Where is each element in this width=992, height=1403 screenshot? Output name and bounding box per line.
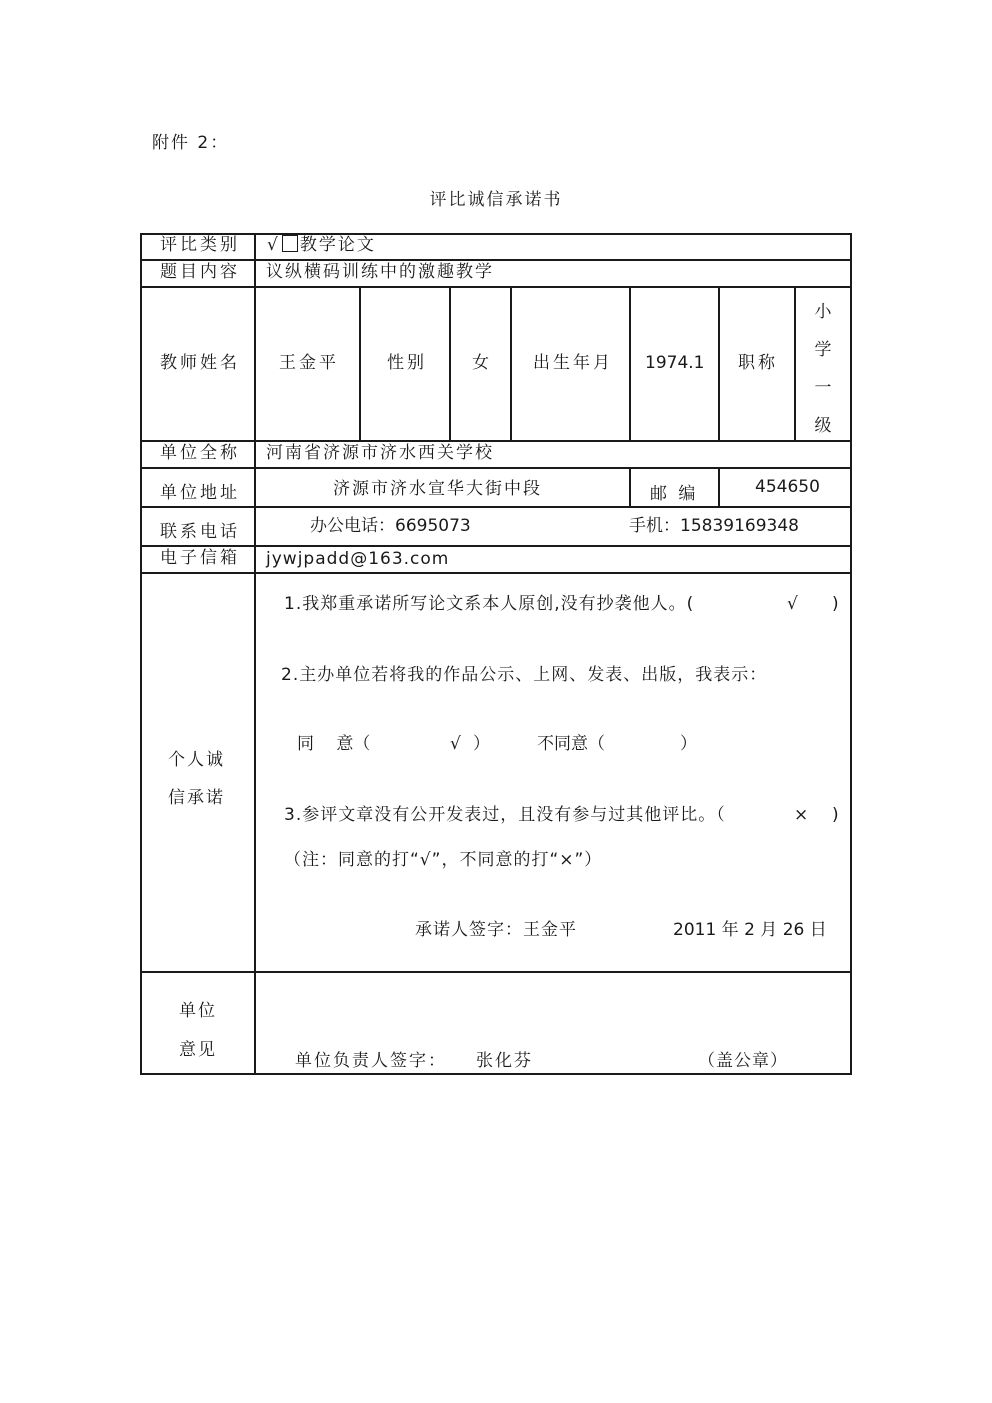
rank-char: 一	[814, 378, 832, 398]
category-label: 评比类别	[160, 235, 240, 255]
check-mark: √	[267, 235, 280, 255]
label-column-divider	[254, 233, 256, 1075]
promise-item-3-close: )	[832, 805, 839, 825]
row-divider	[140, 572, 852, 574]
phone-label: 联系电话	[160, 522, 240, 542]
promise-note: （注：同意的打“√”，不同意的打“×”）	[284, 850, 603, 870]
disagree-close: ）	[680, 734, 697, 754]
birth-value: 1974.1	[645, 353, 705, 373]
page-title: 评比诚信承诺书	[429, 190, 563, 210]
category-cell	[267, 234, 376, 256]
teacher-row-divider	[718, 286, 720, 440]
postcode-label: 邮 编	[650, 484, 699, 504]
opinion-label-line2: 意见	[179, 1040, 217, 1060]
promise-item-2: 2.主办单位若将我的作品公示、上网、发表、出版，我表示：	[281, 665, 768, 685]
office-phone: 办公电话：6695073	[310, 516, 471, 536]
promise-item-1-close: )	[832, 594, 839, 614]
promise-label-line2: 信承诺	[168, 788, 225, 808]
address-value: 济源市济水宣华大街中段	[333, 479, 542, 499]
email-value: jywjpadd@163.com	[266, 549, 450, 569]
gender-label: 性别	[387, 353, 427, 373]
table-border-bottom	[140, 1073, 852, 1075]
teacher-row-divider	[359, 286, 361, 440]
row-divider	[140, 506, 852, 508]
teacher-row-divider	[510, 286, 512, 440]
agree-mark: √	[450, 734, 461, 754]
row-divider	[140, 545, 852, 547]
rank-char: 学	[814, 340, 832, 360]
category-value: 教学论文	[299, 235, 376, 255]
row-divider	[140, 286, 852, 288]
promise-item-1: 1.我郑重承诺所写论文系本人原创,没有抄袭他人。(	[284, 594, 695, 614]
rank-label: 职称	[738, 353, 778, 373]
topic-value: 议纵横码训练中的激趣教学	[266, 262, 494, 282]
unit-label: 单位全称	[160, 443, 240, 463]
row-divider	[140, 259, 852, 261]
table-border-top	[140, 233, 852, 235]
disagree-label: 不同意（	[537, 734, 605, 754]
rank-char: 小	[814, 302, 832, 322]
teacher-row-divider	[629, 286, 631, 440]
email-label: 电子信箱	[160, 548, 240, 568]
teacher-name-label: 教师姓名	[160, 353, 240, 373]
unit-leader-sign-label: 单位负责人签字：	[295, 1051, 447, 1071]
row-divider	[140, 971, 852, 973]
address-row-divider	[629, 467, 631, 506]
agree-label: 同 意（	[297, 734, 371, 754]
rank-char: 级	[814, 416, 832, 436]
row-divider	[140, 440, 852, 442]
gender-value: 女	[472, 353, 489, 373]
promise-label-line1: 个人诚	[168, 750, 225, 770]
agree-close: ）	[473, 734, 490, 754]
teacher-row-divider	[449, 286, 451, 440]
postcode-value: 454650	[755, 477, 820, 497]
topic-label: 题目内容	[160, 262, 240, 282]
official-seal-label: （盖公章）	[698, 1051, 788, 1071]
promise-date: 2011 年 2 月 26 日	[673, 920, 827, 940]
unit-leader-name: 张化芬	[476, 1051, 533, 1071]
row-divider	[140, 467, 852, 469]
address-row-divider	[718, 467, 720, 506]
signer-label: 承诺人签字：王金平	[415, 920, 577, 940]
promise-item-3-mark: ×	[794, 805, 809, 825]
table-border-right	[850, 233, 852, 1075]
address-label: 单位地址	[160, 483, 240, 503]
rank-value	[811, 293, 835, 445]
promise-item-1-mark: √	[787, 594, 798, 614]
table-border-left	[140, 233, 142, 1075]
attachment-label: 附件 2：	[152, 133, 230, 153]
opinion-label-line1: 单位	[179, 1001, 217, 1021]
checkbox-icon	[282, 235, 298, 252]
unit-value: 河南省济源市济水西关学校	[266, 443, 494, 463]
mobile-phone: 手机：15839169348	[629, 516, 799, 536]
teacher-name-value: 王金平	[279, 353, 339, 373]
birth-label: 出生年月	[533, 353, 613, 373]
promise-item-3: 3.参评文章没有公开发表过，且没有参与过其他评比。（	[284, 805, 726, 825]
teacher-row-divider	[794, 286, 796, 440]
promise-form-table	[140, 233, 852, 1075]
